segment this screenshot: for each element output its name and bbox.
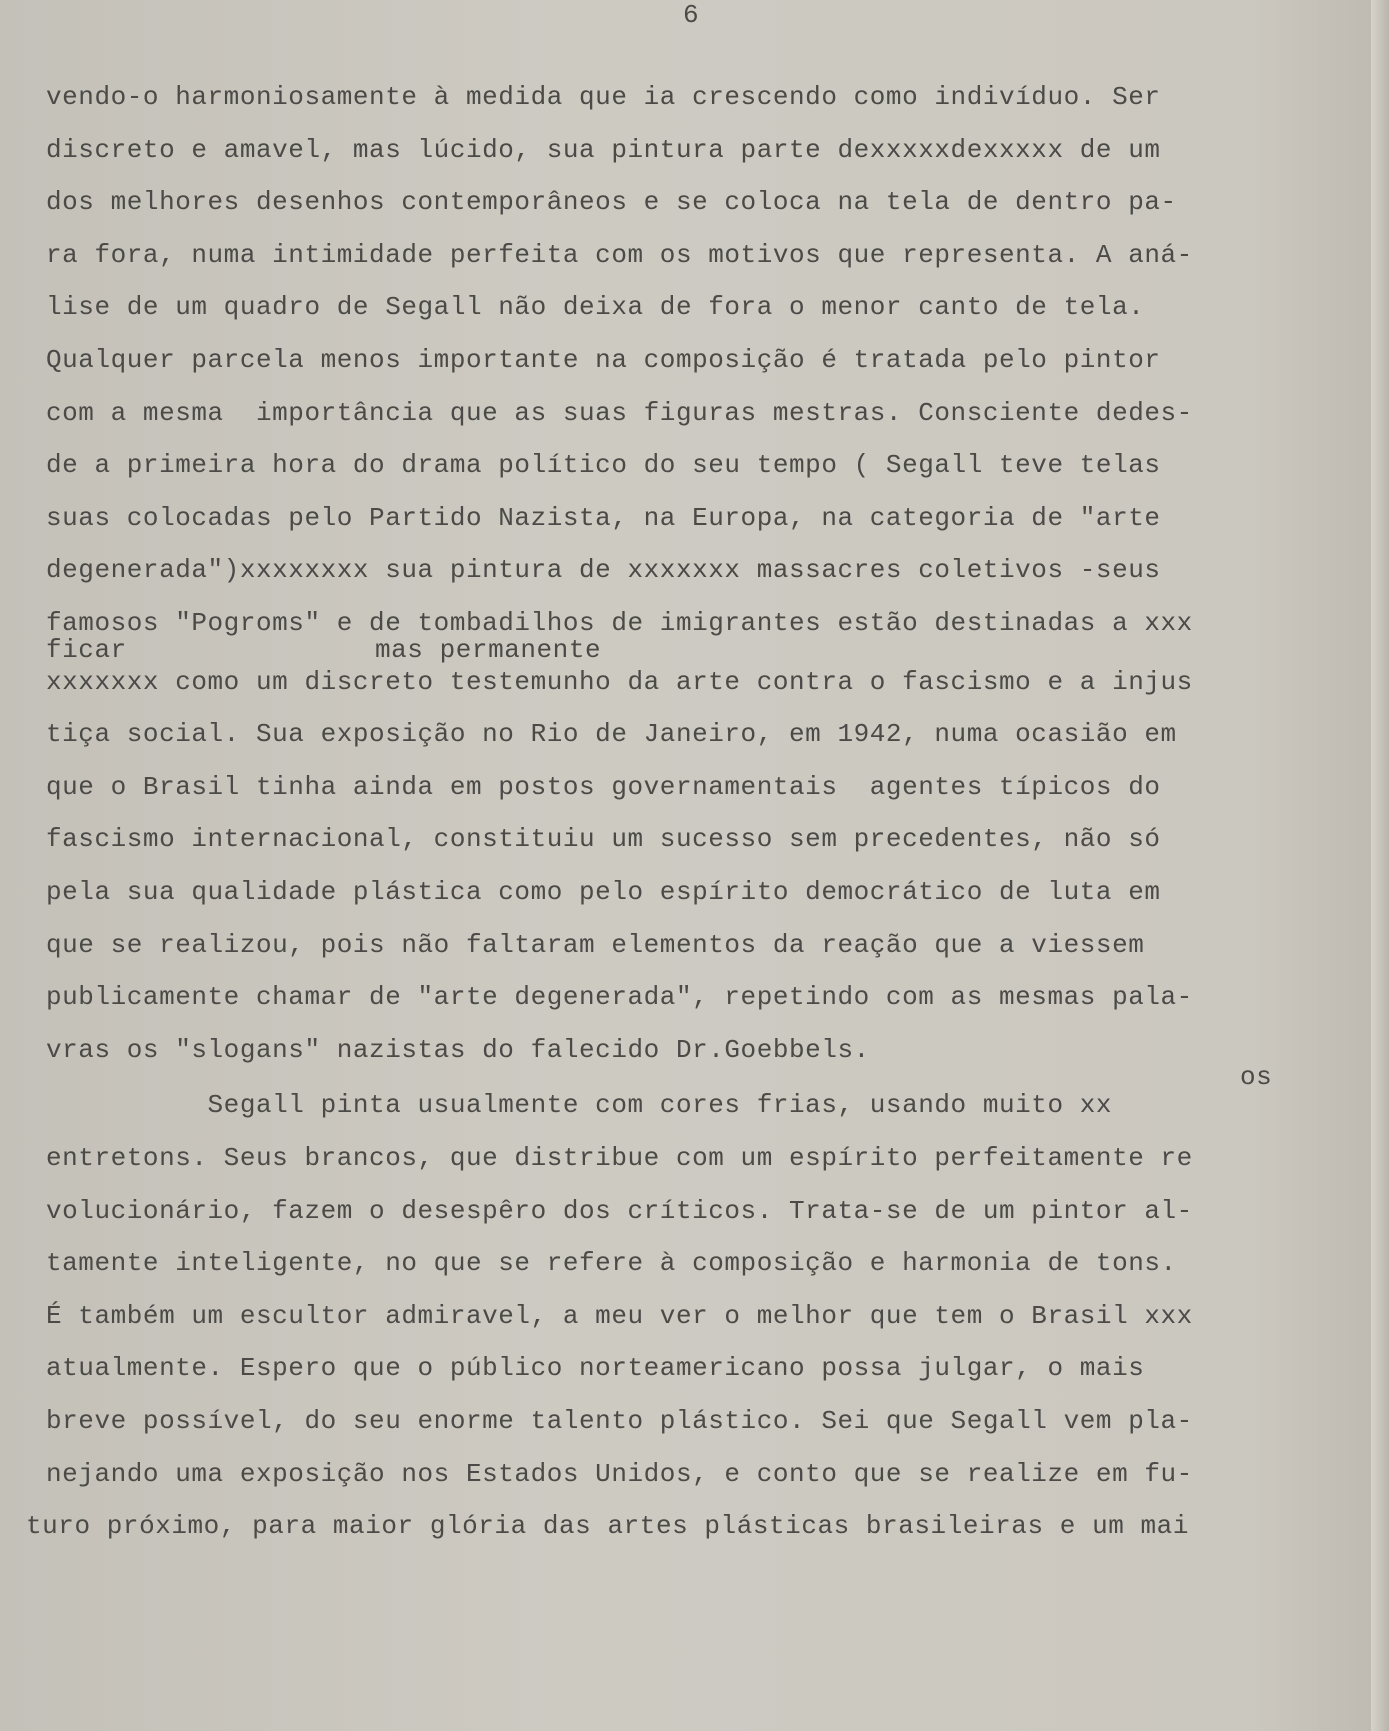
text-line: nejando uma exposição nos Estados Unidos, e conto que se realize em fu- [46,1458,1193,1489]
text-line: lise de um quadro de Segall não deixa de fora o menor canto de tela. [46,292,1145,323]
page-edge [1371,0,1389,1731]
text-line: vras os "slogans" nazistas do falecido Dr.Goebbels. [46,1034,870,1065]
text-line: turo próximo, para maior glória das artes plásticas brasileiras e um mai [26,1511,1189,1542]
text-line: vendo-o harmoniosamente à medida que ia crescendo como indivíduo. Ser [46,82,1161,112]
text-line: publicamente chamar de "arte degenerada", repetindo com as mesmas pala- [46,982,1193,1013]
text-line: famosos "Pogroms" e de tombadilhos de imigrantes estão destinadas a xxx [46,608,1193,638]
text-line: atualmente. Espero que o público norteamericano possa julgar, o mais [46,1353,1145,1384]
text-line: É também um escultor admiravel, a meu ver o melhor que tem o Brasil xxx [46,1300,1193,1331]
interlinear-insert-ficar: ficar [46,635,127,665]
text-line: tamente inteligente, no que se refere à composição e harmonia de tons. [46,1248,1177,1279]
text-line: pela sua qualidade plástica como pelo espírito democrático de luta em [46,877,1161,907]
text-line: de a primeira hora do drama político do seu tempo ( Segall teve telas [46,450,1161,481]
text-line: Qualquer parcela menos importante na composição é tratada pelo pintor [46,345,1161,375]
text-line: que o Brasil tinha ainda em postos governamentais agentes típicos do [46,771,1161,802]
text-line: que se realizou, pois não faltaram elementos da reação que a viessem [46,929,1145,960]
page-number: 6 [683,0,699,30]
text-line: fascismo internacional, constituiu um sucesso sem precedentes, não só [46,824,1161,855]
text-line: suas colocadas pelo Partido Nazista, na Europa, na categoria de "arte [46,502,1161,533]
text-line: dos melhores desenhos contemporâneos e se coloca na tela de dentro pa- [46,187,1177,218]
interlinear-insert-mas-permanente: mas permanente [375,635,602,665]
text-line: degenerada")xxxxxxxx sua pintura de xxxxxxx massacres coletivos -seus [46,555,1161,586]
text-line: Segall pinta usualmente com cores frias, usando muito xx [46,1090,1113,1121]
text-line: volucionário, fazem o desespêro dos críticos. Trata-se de um pintor al- [46,1195,1193,1226]
text-line: tiça social. Sua exposição no Rio de Janeiro, em 1942, numa ocasião em [46,719,1177,750]
text-line: discreto e amavel, mas lúcido, sua pintura parte dexxxxxdexxxxx de um [46,134,1161,165]
text-line: com a mesma importância que as suas figuras mestras. Consciente dedes- [46,397,1193,428]
interlinear-insert-os: os [1240,1062,1273,1092]
text-line: ra fora, numa intimidade perfeita com os motivos que representa. A aná- [46,239,1193,270]
text-line: entretons. Seus brancos, que distribue com um espírito perfeitamente re [46,1143,1193,1173]
text-line: xxxxxxx como um discreto testemunho da arte contra o fascismo e a injus [46,666,1193,697]
text-line: breve possível, do seu enorme talento plástico. Sei que Segall vem pla- [46,1406,1193,1436]
